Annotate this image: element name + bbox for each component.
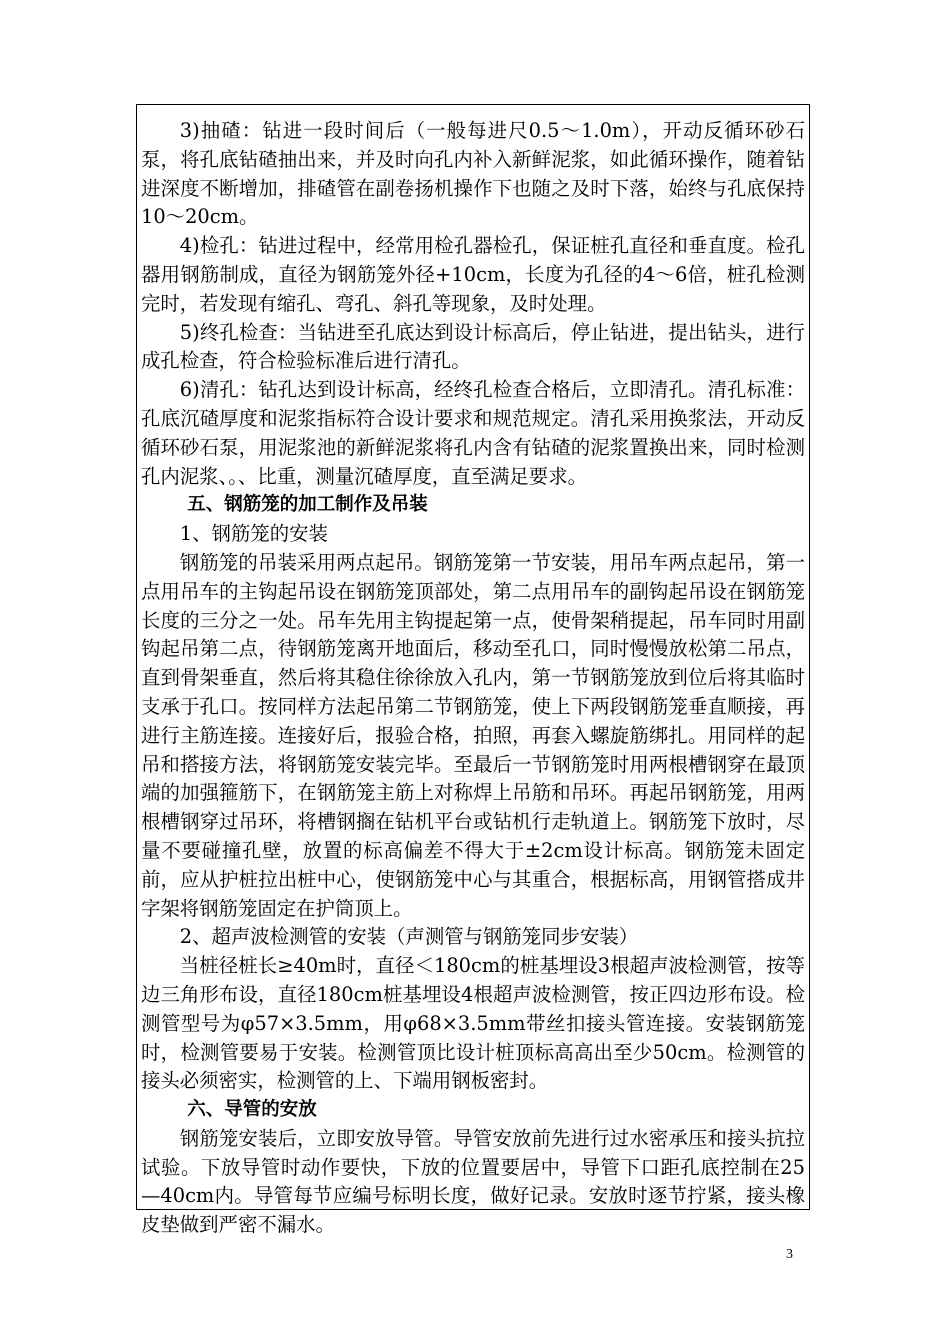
- paragraph-hole-check: 4)检孔：钻进过程中，经常用检孔器检孔，保证桩孔直径和垂直度。检孔器用钢筋制成，直径为钢筋笼外径+10cm，长度为孔径的4～6倍，桩孔检测完时，若发现有缩孔、弯孔、斜孔等现象，及时处理。: [141, 234, 805, 315]
- paragraph-final-check: 5)终孔检查：当钻进至孔底达到设计标高后，停止钻进，提出钻头，进行成孔检查，符合检验标准后进行清孔。: [141, 320, 805, 373]
- paragraph-conduit: 钢筋笼安装后，立即安放导管。导管安放前先进行过水密承压和接头抗拉试验。下放导管时动作要快，下放的位置要居中，导管下口距孔底控制在25—40cm内。导管每节应编号标明长度，做好记录。安放时逐节拧紧，接头橡皮垫做到严密不漏水。: [141, 1126, 805, 1237]
- page-number: 3: [786, 1247, 793, 1262]
- document-body: [141, 117, 805, 1240]
- paragraph-drill-extraction: 3)抽碴：钻进一段时间后（一般每进尺0.5～1.0m），开动反循环砂石泵，将孔底钻碴抽出来，并及时向孔内补入新鲜泥浆，如此循环操作，随着钻进深度不断增加，排碴管在副卷扬机操作下也随之及时下落，始终与孔底保持10～20cm。: [141, 119, 805, 229]
- subheading-sonic-tube: 2、超声波检测管的安装（声测管与钢筋笼同步安装）: [179, 925, 639, 949]
- paragraph-cage-lifting: 钢筋笼的吊装采用两点起吊。钢筋笼第一节安装，用吊车两点起吊，第一点用吊车的主钩起吊设在钢筋笼顶部处，第二点用吊车的副钩起吊设在钢筋笼长度的三分之一处。吊车先用主钩提起第一点，使骨架稍提起，吊车同时用副钩起吊第二点，待钢筋笼离开地面后，移动至孔口，同时慢慢放松第二吊点，直到骨架垂直，然后将其稳住徐徐放入孔内，第一节钢筋笼放到位后将其临时支承于孔口。按同样方法起吊第二节钢筋笼，使上下两段钢筋笼垂直顺接，再进行主筋连接。连接好后，报验合格，拍照，再套入螺旋筋绑扎。用同样的起吊和搭接方法，将钢筋笼安装完毕。至最后一节钢筋笼时用两根槽钢穿在最顶端的加强箍筋下，在钢筋笼主筋上对称焊上吊筋和吊环。再起吊钢筋笼，用两根槽钢穿过吊环，将槽钢搁在钻机平台或钻机行走轨道上。钢筋笼下放时，尽量不要碰撞孔壁，放置的标高偏差不得大于±2cm设计标高。钢筋笼未固定前，应从护桩拉出桩中心，使钢筋笼中心与其重合，根据标高，用钢管搭成井字架将钢筋笼固定在护筒顶上。: [141, 550, 805, 920]
- subheading-cage-install: 1、钢筋笼的安装: [179, 522, 328, 546]
- section-heading-cage: 五、钢筋笼的加工制作及吊装: [187, 494, 428, 516]
- paragraph-sonic-tube: 当桩径桩长≥40m时，直径＜180cm的桩基埋设3根超声波检测管，按等边三角形布设，直径180cm桩基埋设4根超声波检测管，按正四边形布设。检测管型号为φ57×3.5mm，用φ68×3.5mm带丝扣接头管连接。安装钢筋笼时，检测管要易于安装。检测管顶比设计桩顶标高高出至少50cm。检测管的接头必须密实，检测管的上、下端用钢板密封。: [141, 954, 805, 1093]
- paragraph-hole-cleaning: 6)清孔：钻孔达到设计标高，经终孔检查合格后，立即清孔。清孔标准：孔底沉碴厚度和泥浆指标符合设计要求和规范规定。清孔采用换浆法，开动反循环砂石泵，用泥浆池的新鲜泥浆将孔内含有钻碴的泥浆置换出来，同时检测孔内泥浆、。、比重，测量沉碴厚度，直至满足要求。: [141, 378, 805, 488]
- section-heading-conduit: 六、导管的安放: [187, 1099, 317, 1121]
